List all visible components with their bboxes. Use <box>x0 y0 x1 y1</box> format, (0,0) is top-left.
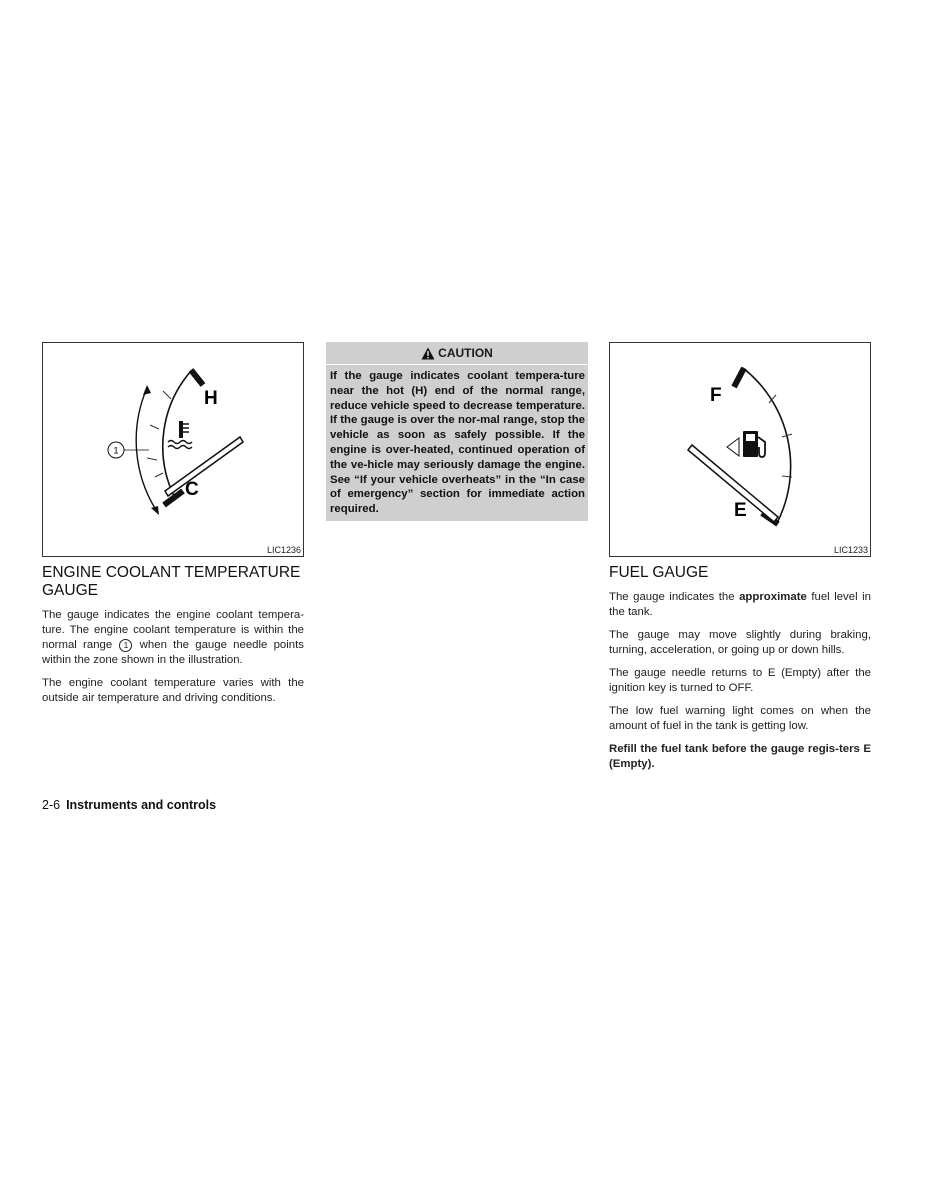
coolant-gauge-illustration <box>43 343 305 558</box>
coolant-tick <box>163 391 171 399</box>
page-footer <box>42 798 216 812</box>
fuel-empty-label: E <box>734 500 747 521</box>
coolant-cold-label: C <box>185 479 199 500</box>
fuel-paragraph-2: The gauge may move slightly during braking, turning, acceleration, or going up or down hills. <box>609 629 871 656</box>
coolant-paragraph-2: The engine coolant temperature varies with the outside air temperature and driving conditions. <box>42 677 304 704</box>
coolant-tick <box>150 425 159 429</box>
fuel-paragraph-4: The low fuel warning light comes on when the amount of fuel in the tank is getting low. <box>609 705 871 732</box>
coolant-tick <box>147 458 157 460</box>
arrow-head-top <box>143 385 151 395</box>
fuel-paragraph-5: Refill the fuel tank before the gauge regis-ters E (Empty). <box>609 743 871 770</box>
caution-box <box>326 342 588 521</box>
coolant-hot-label: H <box>204 388 218 409</box>
text-run: The gauge indicates the <box>609 591 740 603</box>
fuel-heading: FUEL GAUGE <box>609 564 709 581</box>
emphasis: approximate <box>739 591 807 603</box>
fuel-full-label: F <box>710 385 722 406</box>
fuel-section <box>609 342 871 772</box>
figure-code: LIC1236 <box>266 545 301 555</box>
warning-triangle-icon <box>421 347 435 360</box>
fuel-gauge-figure <box>609 342 871 557</box>
section-title: Instruments and controls <box>66 798 217 812</box>
text-run: when the gauge needle points within the zone shown in the illustration. <box>42 639 304 666</box>
filler-side-arrow <box>727 438 739 456</box>
arrow-head-bottom <box>151 506 159 515</box>
fuel-gauge-illustration <box>610 343 872 558</box>
coolant-gauge-figure <box>42 342 304 557</box>
fuel-paragraph-1 <box>609 590 871 620</box>
normal-range-arrow <box>136 388 158 513</box>
coolant-needle <box>165 437 243 496</box>
caution-section <box>326 342 588 521</box>
page-number: 2-6 <box>42 798 61 812</box>
figure-code: LIC1233 <box>833 545 868 555</box>
coolant-hot-mark <box>191 370 203 385</box>
coolant-heading: ENGINE COOLANT TEMPERATURE GAUGE <box>42 564 301 599</box>
text-run: fuel level in the tank. <box>609 591 871 618</box>
fuel-pump-icon <box>743 431 765 457</box>
caution-body: If the gauge indicates coolant tempera-ture near the hot (H) end of the normal range, reduce vehicle speed to decrease temperature. If the gauge is over the nor-mal range, stop the vehicle as soon as safely possible. If the engine is over-heated, continued operation of the ve-hicle may seriously damage the engine. See “If your vehicle overheats” in the “In case of emergency” section for immediate action required. <box>330 370 585 516</box>
coolant-section <box>42 342 304 706</box>
caution-header <box>326 342 588 365</box>
text-run: The gauge indicates the engine coolant tempera-ture. The engine coolant temperature is within the normal range <box>42 609 304 651</box>
fuel-paragraph-3: The gauge needle returns to E (Empty) after the ignition key is turned to OFF. <box>609 667 871 694</box>
coolant-tick <box>155 473 163 477</box>
coolant-temperature-icon <box>168 421 192 449</box>
callout-reference: 1 <box>119 639 132 652</box>
callout-number: 1 <box>113 445 119 456</box>
fuel-full-mark <box>734 368 744 387</box>
caution-title: CAUTION <box>438 346 493 360</box>
coolant-paragraph-1 <box>42 608 304 668</box>
